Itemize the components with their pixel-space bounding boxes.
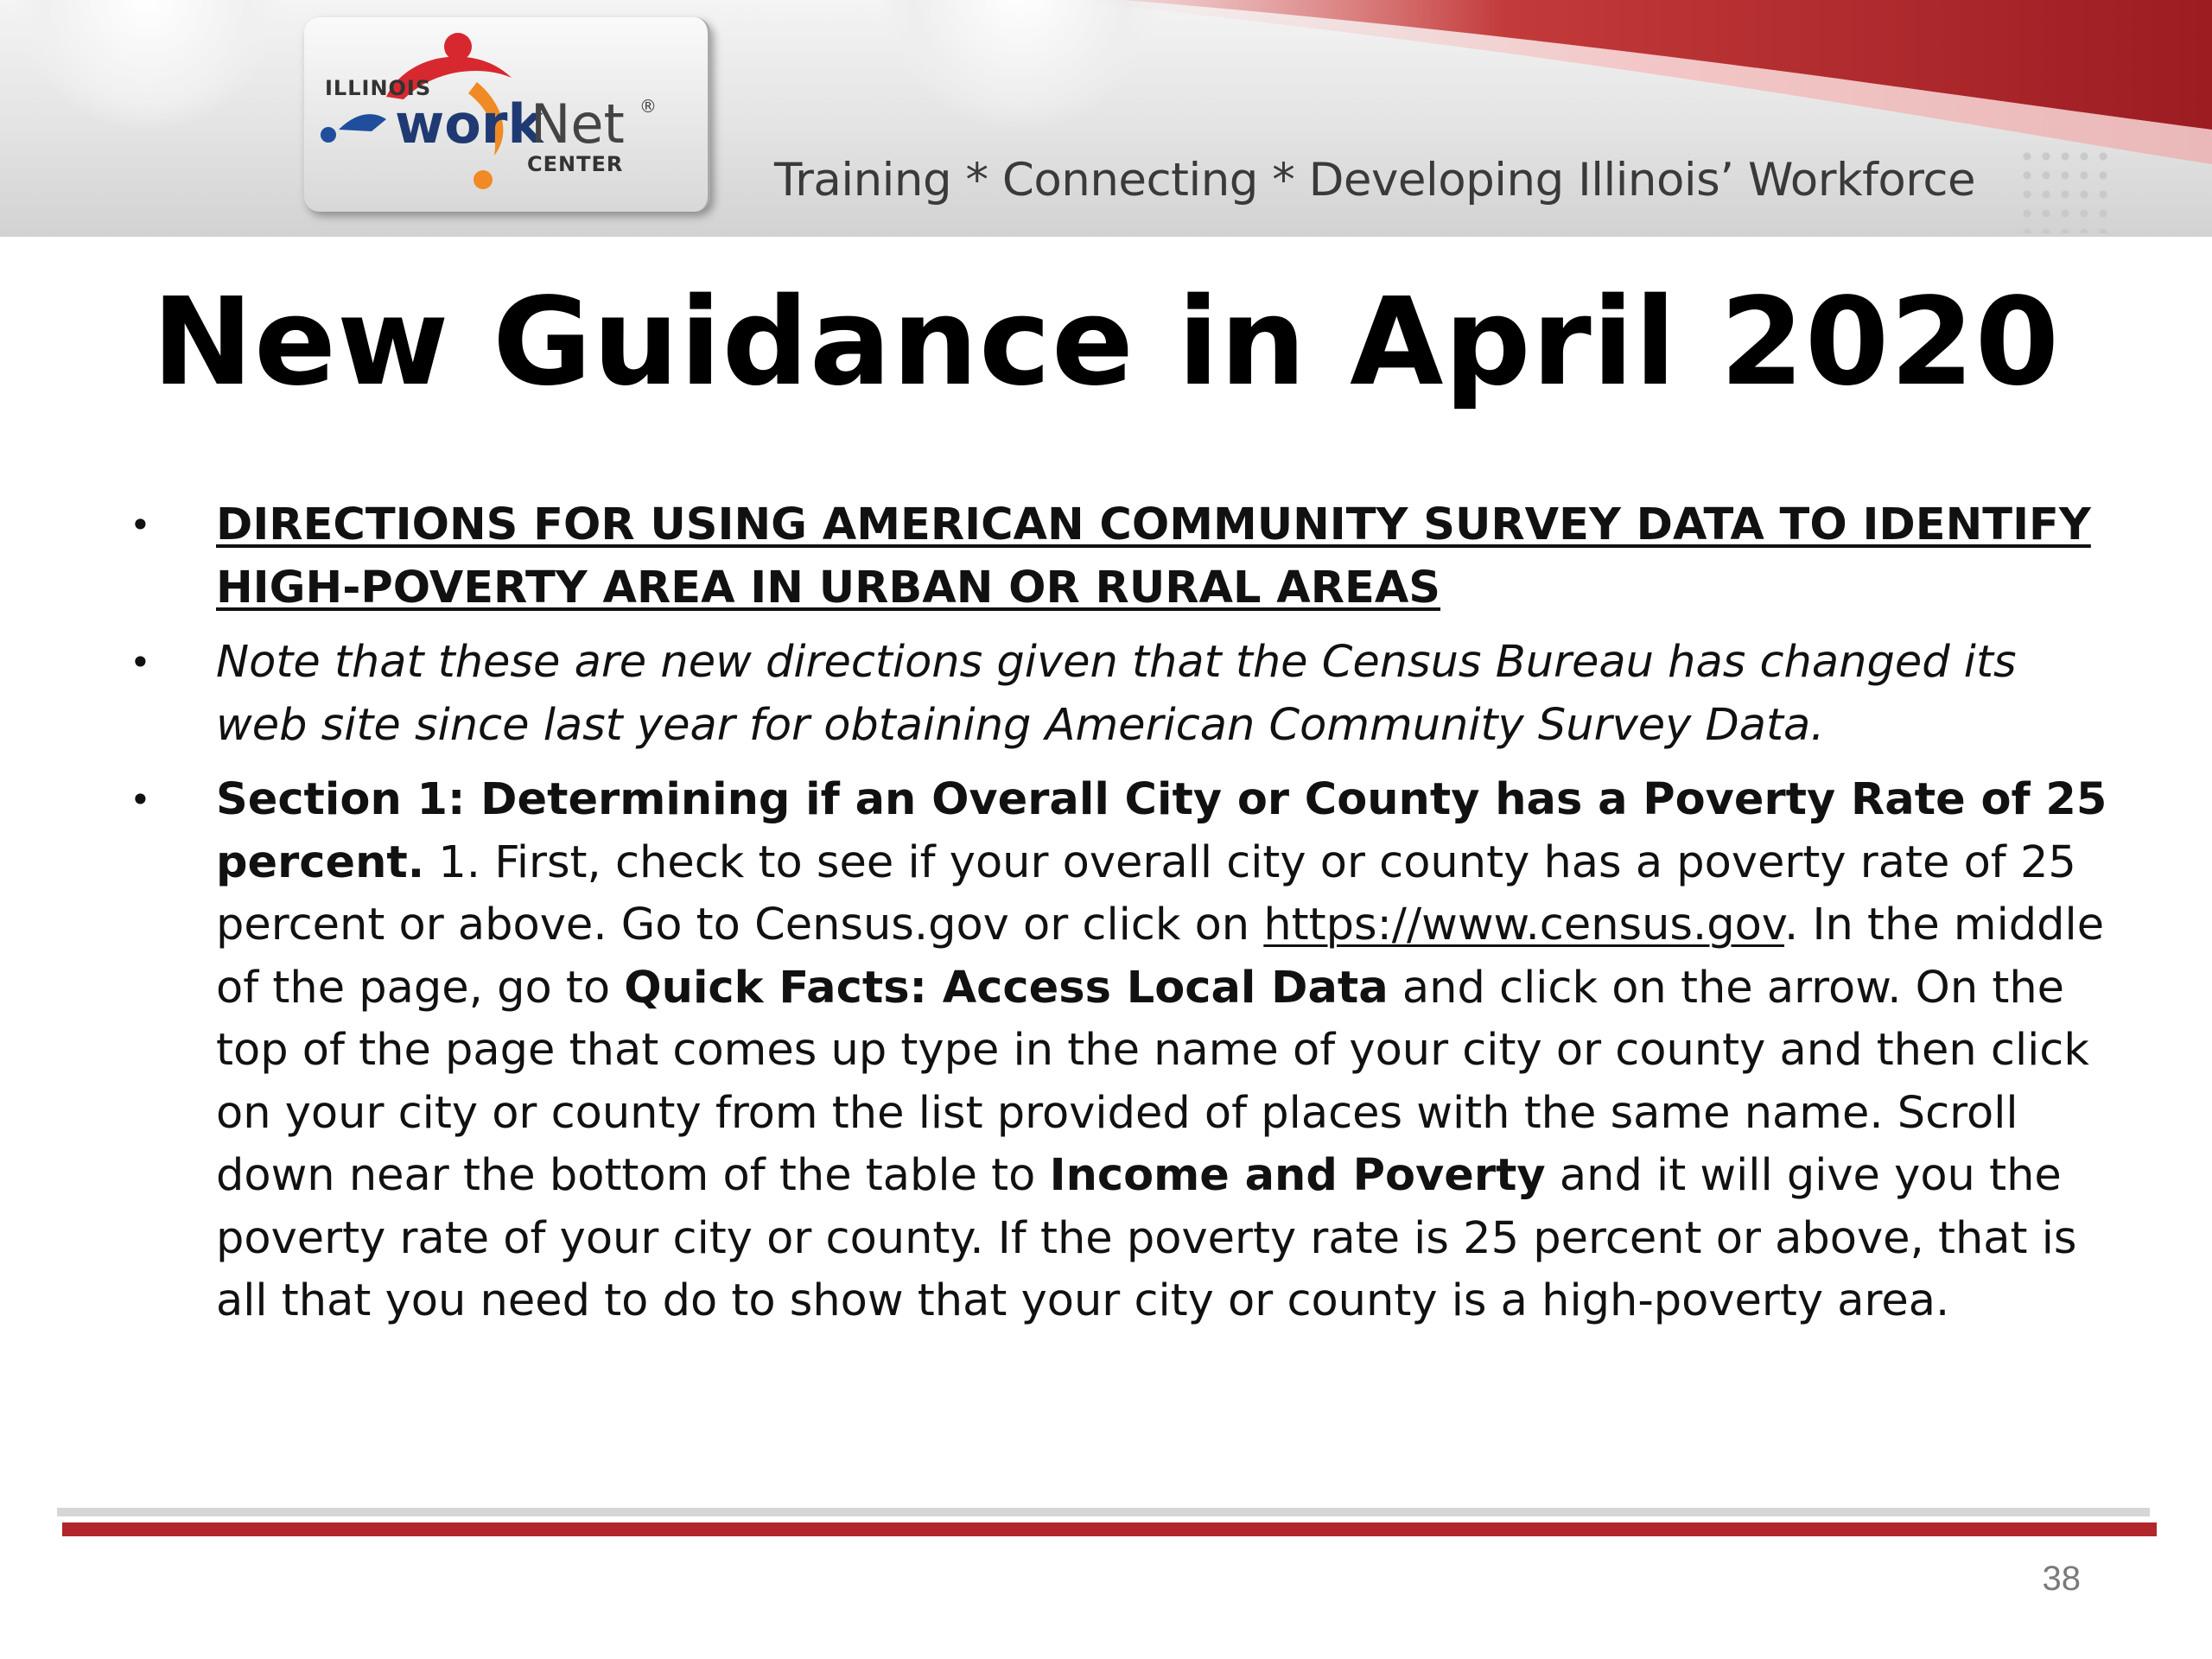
illinois-worknet-logo — [304, 17, 710, 212]
census-link[interactable]: https://www.census.gov — [1263, 899, 1785, 950]
bullet-icon: • — [130, 504, 151, 546]
section1-text: 1. First, check to see if your overall city or county has a poverty rate of 25 percent or above. Go to Census.gov or click on — [216, 836, 2076, 950]
income-poverty-label: Income and Poverty — [1049, 1150, 1546, 1201]
slide-title: New Guidance in April 2020 — [151, 272, 2061, 413]
bullet-icon: • — [130, 779, 151, 821]
tagline: Training * Connecting * Developing Illinois’ Workforce — [774, 154, 1976, 207]
svg-text:ILLINOIS: ILLINOIS — [325, 76, 432, 100]
bullet-list — [130, 494, 2108, 1333]
logo-mark — [304, 17, 710, 212]
bullet-icon: • — [130, 641, 151, 683]
bullet-item-directions — [130, 494, 2108, 620]
section1-heading: Section 1: Determining if an Overall City or County has a Poverty Rate of 25 percent. — [216, 774, 2107, 888]
footer-divider-grey — [57, 1508, 2150, 1516]
note-text: Note that these are new directions given that the Census Bureau has changed its web site since last year for obtaining American Community Survey Data. — [216, 637, 2017, 751]
section1-text: and click on the arrow. On the top of the page that comes up type in the name of your city or county and then click on your city or county from the list provided of places with the same name. Scroll down near the bottom of the table to — [216, 962, 2089, 1201]
svg-text:Net: Net — [531, 92, 625, 156]
directions-heading: DIRECTIONS FOR USING AMERICAN COMMUNITY SURVEY DATA TO IDENTIFY HIGH-POVERTY AREA IN URBAN OR RURAL AREAS — [216, 499, 2091, 613]
bullet-item-note — [130, 632, 2108, 757]
section1-text: and it will give you the poverty rate of your city or county. If the poverty rate is 25 percent or above, that is all that you need to do to show that your city or county is a high-poverty area. — [216, 1150, 2077, 1326]
quick-facts-label: Quick Facts: Access Local Data — [624, 962, 1389, 1014]
page-number: 38 — [2042, 1560, 2081, 1598]
svg-text:work: work — [395, 92, 543, 156]
footer-divider-red — [62, 1522, 2157, 1536]
bullet-item-section1 — [130, 769, 2108, 1333]
svg-text:CENTER: CENTER — [527, 152, 624, 176]
svg-text:®: ® — [639, 96, 657, 117]
header-banner — [0, 0, 2212, 237]
decorative-dot-grid — [2018, 147, 2113, 233]
section1-text: . In the middle of the page, go to — [216, 899, 2105, 1014]
